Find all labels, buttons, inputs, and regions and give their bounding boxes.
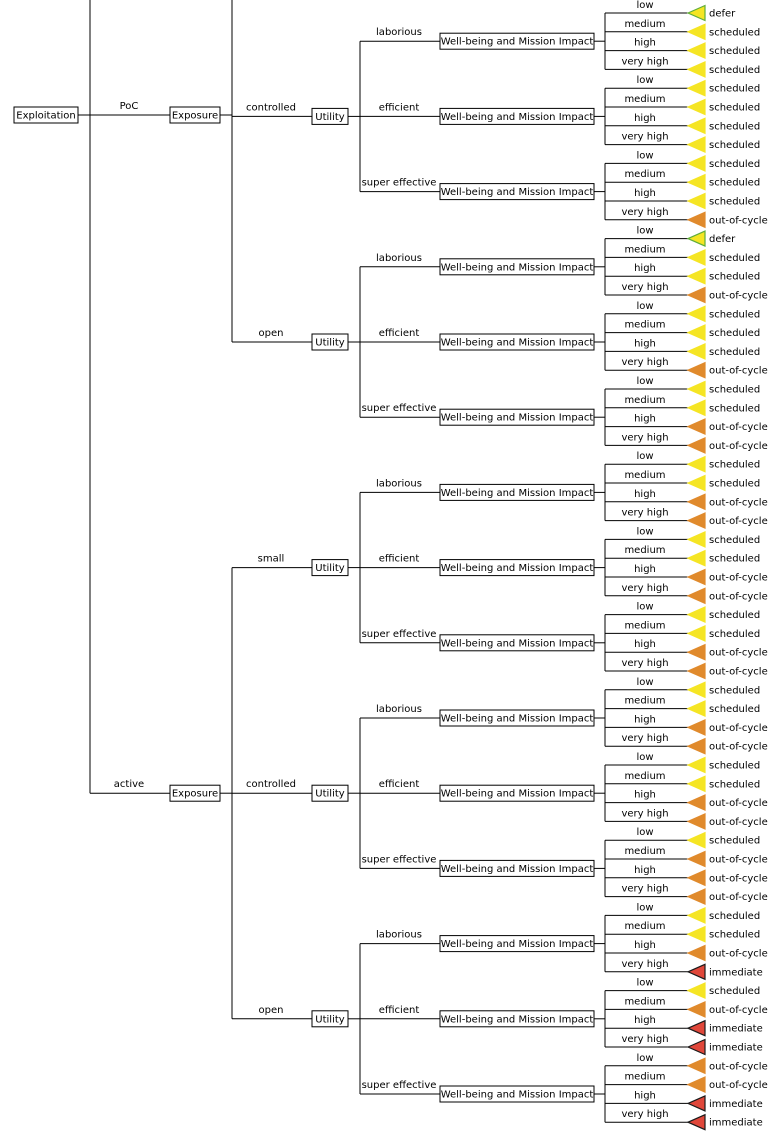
wellbeing-value-label: high [634, 940, 656, 951]
outcome-label: out-of-cycle [709, 666, 768, 678]
wellbeing-value-label: medium [624, 18, 666, 30]
utility-value-label: efficient [378, 1004, 420, 1016]
scheduled-outcome-marker [688, 24, 705, 39]
out-of-cycle-outcome-marker [688, 1002, 705, 1017]
exploitation-value-label: active [113, 779, 145, 791]
outcome-label: out-of-cycle [709, 497, 768, 509]
outcome-label: scheduled [709, 309, 761, 321]
outcome-label: scheduled [709, 779, 761, 791]
wellbeing-value-label: medium [624, 620, 666, 632]
utility-value-label: efficient [378, 328, 420, 339]
exposure-value-label: open [258, 328, 284, 339]
utility-node-label: Utility [315, 788, 345, 800]
out-of-cycle-outcome-marker [688, 852, 705, 867]
utility-value-label: laborious [376, 704, 422, 715]
utility-value-label: super effective [361, 177, 437, 189]
wellbeing-value-label: high [634, 263, 656, 275]
wellbeing-value-label: low [636, 827, 654, 839]
defer-outcome-marker [688, 231, 705, 246]
wellbeing-value-label: medium [624, 319, 666, 331]
out-of-cycle-outcome-marker [688, 1058, 705, 1073]
wellbeing-value-label: low [636, 300, 654, 312]
out-of-cycle-outcome-marker [688, 1077, 705, 1092]
outcome-label: out-of-cycle [709, 1080, 768, 1092]
wellbeing-value-label: medium [624, 169, 666, 181]
wellbeing-node [440, 484, 594, 500]
wellbeing-value-label: low [636, 526, 654, 538]
outcome-label: scheduled [709, 835, 761, 847]
outcome-label: out-of-cycle [709, 365, 768, 377]
wellbeing-value-label: very high [621, 357, 669, 369]
wellbeing-value-label: very high [621, 958, 669, 970]
scheduled-outcome-marker [688, 833, 705, 848]
utility-node [312, 108, 348, 124]
outcome-label: scheduled [709, 459, 761, 471]
utility-node-label: Utility [315, 337, 345, 349]
outcome-label: scheduled [709, 83, 761, 95]
wellbeing-value-label: medium [624, 921, 666, 933]
outcome-label: out-of-cycle [709, 440, 768, 452]
out-of-cycle-outcome-marker [688, 494, 705, 509]
wellbeing-value-label: high [634, 413, 656, 425]
scheduled-outcome-marker [688, 758, 705, 773]
wellbeing-node [440, 33, 594, 49]
wellbeing-value-label: high [634, 338, 656, 350]
immediate-outcome-marker [688, 964, 705, 979]
scheduled-outcome-marker [688, 81, 705, 96]
wellbeing-node [440, 710, 594, 726]
wellbeing-value-label: low [636, 601, 654, 613]
scheduled-outcome-marker [688, 551, 705, 566]
scheduled-outcome-marker [688, 701, 705, 716]
out-of-cycle-outcome-marker [688, 795, 705, 810]
utility-value-label: laborious [376, 929, 422, 941]
utility-value-label: efficient [378, 553, 420, 565]
outcome-label: immediate [709, 1042, 763, 1054]
out-of-cycle-outcome-marker [688, 720, 705, 735]
outcome-label: scheduled [709, 140, 761, 152]
scheduled-outcome-marker [688, 118, 705, 133]
outcome-label: scheduled [709, 384, 761, 396]
outcome-label: immediate [709, 1117, 763, 1129]
outcome-label: immediate [709, 1023, 763, 1035]
utility-value-label: efficient [378, 779, 420, 791]
out-of-cycle-outcome-marker [688, 570, 705, 585]
wellbeing-node [440, 635, 594, 651]
wellbeing-node-label: Well-being and Mission Impact [440, 1089, 594, 1101]
outcome-label: scheduled [709, 553, 761, 565]
exposure-node-label: Exposure [171, 110, 219, 122]
out-of-cycle-outcome-marker [688, 419, 705, 434]
wellbeing-value-label: high [634, 714, 656, 726]
outcome-label: scheduled [709, 46, 761, 58]
outcome-label: immediate [709, 1098, 763, 1110]
wellbeing-value-label: high [634, 37, 656, 49]
outcome-label: out-of-cycle [709, 741, 768, 753]
wellbeing-value-label: high [634, 1090, 656, 1102]
outcome-label: out-of-cycle [709, 572, 768, 584]
outcome-label: scheduled [709, 403, 761, 415]
outcome-label: scheduled [709, 478, 761, 490]
utility-value-label: super effective [361, 854, 437, 866]
wellbeing-value-label: medium [624, 244, 666, 256]
wellbeing-value-label: very high [621, 56, 669, 68]
wellbeing-node [440, 108, 594, 124]
immediate-outcome-marker [688, 1040, 705, 1055]
outcome-label: scheduled [709, 628, 761, 640]
wellbeing-value-label: very high [621, 808, 669, 820]
wellbeing-node-label: Well-being and Mission Impact [440, 412, 594, 424]
tree-nodes [14, 0, 768, 1130]
out-of-cycle-outcome-marker [688, 870, 705, 885]
scheduled-outcome-marker [688, 607, 705, 622]
wellbeing-value-label: low [636, 752, 654, 763]
wellbeing-node [440, 785, 594, 801]
out-of-cycle-outcome-marker [688, 212, 705, 227]
exposure-node [170, 107, 220, 123]
root-node [14, 107, 78, 123]
outcome-label: scheduled [709, 704, 761, 716]
exposure-node-label: Exposure [171, 788, 219, 800]
wellbeing-value-label: low [636, 225, 654, 237]
scheduled-outcome-marker [688, 250, 705, 265]
wellbeing-node-label: Well-being and Mission Impact [440, 788, 594, 800]
wellbeing-node [440, 1011, 594, 1027]
wellbeing-value-label: medium [624, 470, 666, 481]
scheduled-outcome-marker [688, 175, 705, 190]
immediate-outcome-marker [688, 1096, 705, 1111]
scheduled-outcome-marker [688, 682, 705, 697]
outcome-label: out-of-cycle [709, 516, 768, 528]
wellbeing-value-label: low [636, 150, 654, 162]
out-of-cycle-outcome-marker [688, 438, 705, 453]
exposure-value-label: small [257, 553, 285, 565]
scheduled-outcome-marker [688, 908, 705, 923]
wellbeing-value-label: high [634, 639, 656, 651]
out-of-cycle-outcome-marker [688, 664, 705, 679]
utility-node-label: Utility [315, 111, 345, 123]
utility-value-label: laborious [376, 478, 422, 490]
utility-node [312, 1011, 348, 1027]
wellbeing-value-label: very high [621, 733, 669, 745]
wellbeing-value-label: high [634, 112, 656, 124]
outcome-label: out-of-cycle [709, 422, 768, 434]
wellbeing-value-label: very high [621, 1109, 669, 1121]
wellbeing-node [440, 184, 594, 200]
scheduled-outcome-marker [688, 776, 705, 791]
wellbeing-value-label: medium [624, 996, 666, 1008]
wellbeing-value-label: medium [624, 394, 666, 406]
wellbeing-node-label: Well-being and Mission Impact [440, 337, 594, 349]
scheduled-outcome-marker [688, 137, 705, 152]
scheduled-outcome-marker [688, 325, 705, 340]
wellbeing-node-label: Well-being and Mission Impact [440, 713, 594, 725]
utility-value-label: laborious [376, 252, 422, 264]
wellbeing-value-label: low [636, 376, 654, 387]
outcome-label: scheduled [709, 328, 761, 340]
utility-node [312, 785, 348, 801]
wellbeing-node-label: Well-being and Mission Impact [440, 262, 594, 274]
outcome-label: scheduled [709, 346, 761, 358]
wellbeing-node-label: Well-being and Mission Impact [440, 563, 594, 575]
outcome-label: out-of-cycle [709, 1004, 768, 1016]
out-of-cycle-outcome-marker [688, 739, 705, 754]
outcome-label: out-of-cycle [709, 798, 768, 810]
wellbeing-node [440, 1086, 594, 1102]
outcome-label: out-of-cycle [709, 892, 768, 904]
outcome-label: out-of-cycle [709, 290, 768, 302]
wellbeing-node [440, 560, 594, 576]
wellbeing-value-label: high [634, 488, 656, 500]
outcome-label: out-of-cycle [709, 215, 768, 227]
wellbeing-value-label: high [634, 1015, 656, 1027]
outcome-label: out-of-cycle [709, 722, 768, 734]
scheduled-outcome-marker [688, 100, 705, 115]
outcome-label: scheduled [709, 158, 761, 170]
root-node-label: Exploitation [16, 110, 76, 122]
wellbeing-value-label: very high [621, 582, 669, 594]
utility-value-label: efficient [378, 102, 420, 114]
out-of-cycle-outcome-marker [688, 814, 705, 829]
wellbeing-value-label: medium [624, 770, 666, 782]
outcome-label: out-of-cycle [709, 948, 768, 960]
outcome-label: scheduled [709, 986, 761, 998]
wellbeing-value-label: high [634, 564, 656, 575]
utility-node-label: Utility [315, 563, 345, 575]
out-of-cycle-outcome-marker [688, 588, 705, 603]
scheduled-outcome-marker [688, 269, 705, 284]
out-of-cycle-outcome-marker [688, 889, 705, 904]
immediate-outcome-marker [688, 1115, 705, 1130]
outcome-label: scheduled [709, 27, 761, 39]
wellbeing-node [440, 334, 594, 350]
outcome-label: defer [709, 234, 736, 246]
wellbeing-node-label: Well-being and Mission Impact [440, 939, 594, 951]
scheduled-outcome-marker [688, 927, 705, 942]
scheduled-outcome-marker [688, 43, 705, 58]
wellbeing-value-label: very high [621, 1034, 669, 1045]
wellbeing-value-label: low [636, 451, 654, 463]
immediate-outcome-marker [688, 1021, 705, 1036]
wellbeing-node-label: Well-being and Mission Impact [440, 36, 594, 48]
utility-node [312, 334, 348, 350]
outcome-label: immediate [709, 967, 763, 979]
exposure-value-label: controlled [246, 779, 296, 791]
wellbeing-value-label: very high [621, 658, 669, 669]
wellbeing-value-label: medium [624, 1071, 666, 1083]
wellbeing-value-label: very high [621, 206, 669, 218]
wellbeing-value-label: very high [621, 432, 669, 444]
outcome-label: scheduled [709, 102, 761, 114]
wellbeing-node-label: Well-being and Mission Impact [440, 187, 594, 199]
out-of-cycle-outcome-marker [688, 363, 705, 378]
scheduled-outcome-marker [688, 156, 705, 171]
outcome-label: out-of-cycle [709, 873, 768, 885]
outcome-label: scheduled [709, 760, 761, 772]
wellbeing-node [440, 259, 594, 275]
outcome-label: scheduled [709, 64, 761, 76]
wellbeing-node [440, 936, 594, 952]
scheduled-outcome-marker [688, 194, 705, 209]
scheduled-outcome-marker [688, 476, 705, 491]
wellbeing-value-label: medium [624, 94, 666, 105]
outcome-label: scheduled [709, 929, 761, 941]
outcome-label: scheduled [709, 685, 761, 697]
wellbeing-value-label: low [636, 1052, 654, 1064]
outcome-label: scheduled [709, 196, 761, 208]
scheduled-outcome-marker [688, 983, 705, 998]
wellbeing-node-label: Well-being and Mission Impact [440, 487, 594, 499]
wellbeing-value-label: low [636, 0, 654, 11]
wellbeing-value-label: low [636, 902, 654, 914]
wellbeing-node-label: Well-being and Mission Impact [440, 638, 594, 650]
wellbeing-value-label: high [634, 864, 656, 876]
wellbeing-value-label: medium [624, 545, 666, 557]
wellbeing-value-label: high [634, 789, 656, 801]
utility-node [312, 560, 348, 576]
scheduled-outcome-marker [688, 382, 705, 397]
out-of-cycle-outcome-marker [688, 645, 705, 660]
wellbeing-node-label: Well-being and Mission Impact [440, 1014, 594, 1026]
wellbeing-node-label: Well-being and Mission Impact [440, 863, 594, 875]
exploitation-value-label: PoC [119, 101, 139, 112]
outcome-label: scheduled [709, 534, 761, 546]
out-of-cycle-outcome-marker [688, 513, 705, 528]
exposure-node [170, 785, 220, 801]
scheduled-outcome-marker [688, 457, 705, 472]
wellbeing-value-label: very high [621, 131, 669, 143]
outcome-label: out-of-cycle [709, 816, 768, 828]
outcome-label: out-of-cycle [709, 854, 768, 866]
out-of-cycle-outcome-marker [688, 946, 705, 961]
utility-value-label: laborious [376, 27, 422, 39]
outcome-label: out-of-cycle [709, 647, 768, 659]
outcome-label: scheduled [709, 252, 761, 264]
scheduled-outcome-marker [688, 344, 705, 359]
scheduled-outcome-marker [688, 62, 705, 77]
wellbeing-value-label: very high [621, 883, 669, 895]
wellbeing-value-label: medium [624, 846, 666, 857]
wellbeing-value-label: low [636, 977, 654, 989]
wellbeing-value-label: medium [624, 695, 666, 707]
wellbeing-value-label: very high [621, 507, 669, 519]
wellbeing-node-label: Well-being and Mission Impact [440, 111, 594, 123]
outcome-label: out-of-cycle [709, 591, 768, 603]
outcome-label: scheduled [709, 121, 761, 133]
defer-outcome-marker [688, 6, 705, 21]
utility-node-label: Utility [315, 1014, 345, 1026]
scheduled-outcome-marker [688, 532, 705, 547]
outcome-label: scheduled [709, 177, 761, 189]
outcome-label: defer [709, 8, 736, 20]
scheduled-outcome-marker [688, 400, 705, 415]
outcome-label: scheduled [709, 910, 761, 922]
utility-value-label: super effective [361, 403, 437, 415]
wellbeing-value-label: very high [621, 282, 669, 293]
wellbeing-value-label: high [634, 188, 656, 199]
scheduled-outcome-marker [688, 626, 705, 641]
exposure-value-label: controlled [246, 102, 296, 114]
wellbeing-node [440, 860, 594, 876]
outcome-label: scheduled [709, 610, 761, 622]
scheduled-outcome-marker [688, 306, 705, 321]
wellbeing-value-label: low [636, 676, 654, 688]
wellbeing-node [440, 409, 594, 425]
outcome-label: scheduled [709, 271, 761, 283]
exposure-value-label: open [258, 1004, 284, 1016]
utility-value-label: super effective [361, 628, 437, 640]
outcome-label: out-of-cycle [709, 1061, 768, 1073]
out-of-cycle-outcome-marker [688, 288, 705, 303]
wellbeing-value-label: low [636, 75, 654, 87]
utility-value-label: super effective [361, 1080, 437, 1091]
